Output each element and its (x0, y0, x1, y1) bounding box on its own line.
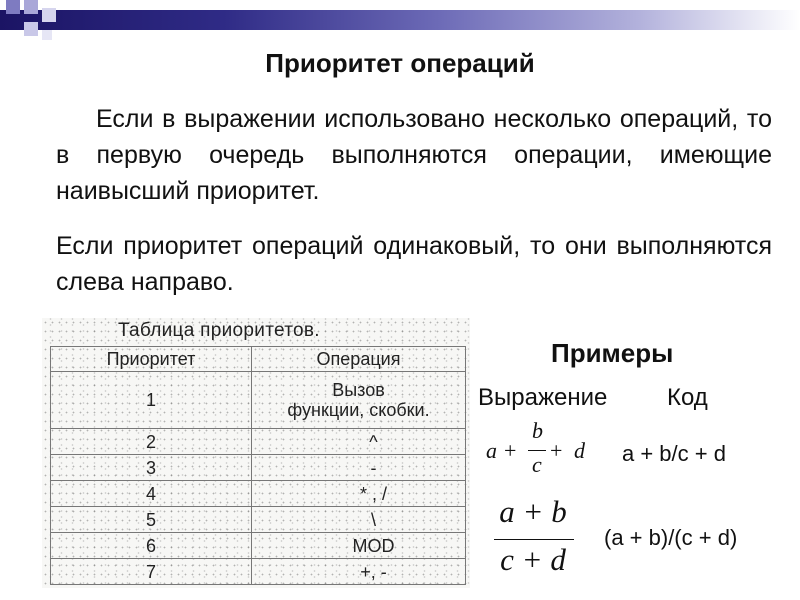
decor-square (6, 0, 20, 14)
math-var: d (574, 438, 585, 463)
cell-operation: +, - (252, 559, 466, 585)
table-row (51, 429, 466, 455)
math-denominator: c (532, 452, 542, 477)
cell-priority: 1 (51, 372, 252, 429)
example-expression-2 (492, 494, 574, 582)
decor-square (42, 8, 56, 22)
operation-line: функции, скобки. (287, 400, 430, 420)
math-numerator: b (532, 418, 543, 443)
cell-priority: 2 (51, 429, 252, 455)
header-operation: Операция (252, 347, 466, 372)
paragraph-equal-priority: Если приоритет операций одинаковый, то они выполняются слева направо. (56, 232, 772, 296)
table-row (51, 507, 466, 533)
math-operator: + (504, 438, 517, 463)
math-operator: + (550, 438, 563, 463)
math-numerator: a + b (499, 494, 567, 529)
cell-operation: - (252, 455, 466, 481)
examples-column-expression: Выражение (478, 384, 608, 411)
table-caption: Таблица приоритетов. (118, 320, 320, 341)
slide-title: Приоритет операций (265, 48, 535, 78)
decor-square (24, 0, 38, 14)
paragraph-priority-rule: Если в выражении использовано несколько операций, то в первую очередь выполняются операции, имеющие наивысший приоритет. (56, 105, 772, 205)
cell-priority: 6 (51, 533, 252, 559)
header-gradient-bar (0, 10, 800, 30)
table-row (51, 372, 466, 429)
decor-square (24, 22, 38, 36)
operation-line: Вызов (332, 380, 385, 400)
cell-priority: 5 (51, 507, 252, 533)
table-row (51, 481, 466, 507)
examples-title: Примеры (551, 338, 674, 368)
examples-column-code: Код (667, 384, 708, 411)
cell-priority: 4 (51, 481, 252, 507)
example-expression-1 (486, 418, 596, 482)
table-row (51, 559, 466, 585)
math-var: a (486, 438, 497, 463)
cell-priority: 7 (51, 559, 252, 585)
cell-priority: 3 (51, 455, 252, 481)
priority-table (50, 346, 466, 585)
header-priority: Приоритет (51, 347, 252, 372)
cell-operation: ^ (252, 429, 466, 455)
table-header-row (51, 347, 466, 372)
example-code-2: (a + b)/(c + d) (604, 525, 738, 550)
table-row (51, 455, 466, 481)
cell-operation (252, 372, 466, 429)
cell-operation: MOD (252, 533, 466, 559)
decor-square (42, 30, 52, 40)
fraction-bar (494, 539, 574, 540)
cell-operation: \ (252, 507, 466, 533)
table-row (51, 533, 466, 559)
example-code-1: a + b/c + d (622, 441, 726, 466)
fraction-bar (528, 450, 546, 451)
cell-operation: * , / (252, 481, 466, 507)
math-denominator: c + d (500, 542, 566, 577)
